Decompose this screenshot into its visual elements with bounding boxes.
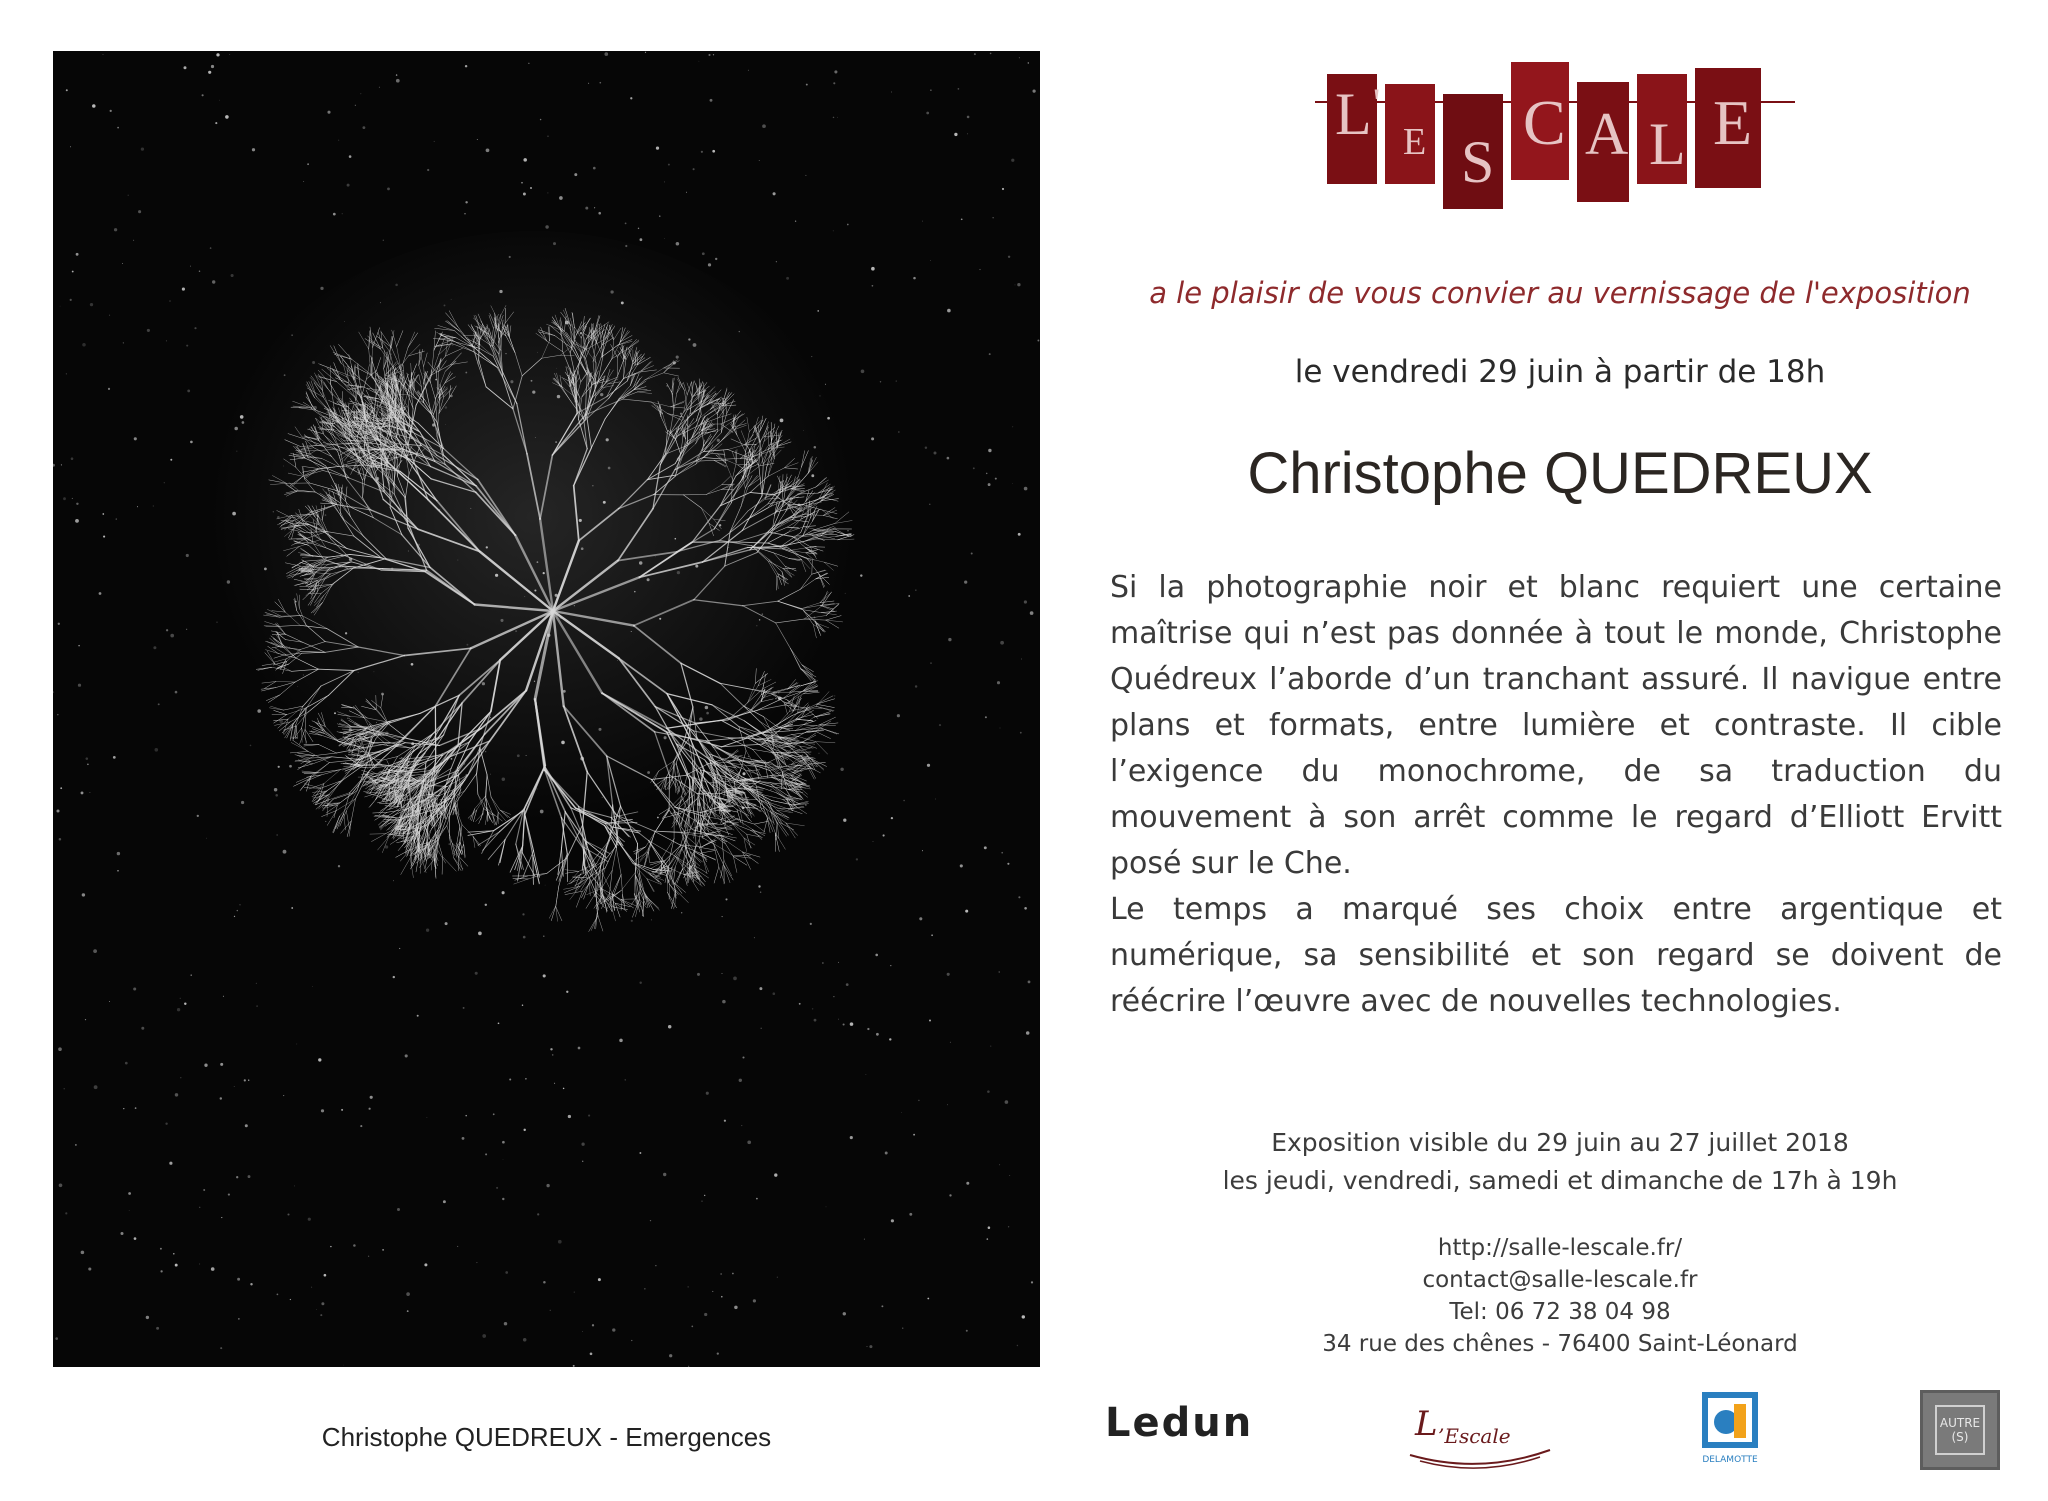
website-link[interactable]: http://salle-lescale.fr/ (1437, 1235, 1683, 1261)
bio-paragraph-1: Si la photographie noir et blanc requiert une certaine maîtrise qui n’est pas donnée à tout le monde, Christophe Quédreux l’aborde d’un tranchant assuré. Il navigue entre plans et formats, entre lumière et contraste. Il cible l’exigence du monochrome, de sa traduction du mouvement à son arrêt comme le regard d’Elliott Ervitt posé sur le Che. (1110, 570, 2002, 881)
exhibition-dates: Exposition visible du 29 juin au 27 juillet 2018 (1271, 1128, 1849, 1157)
photo-caption: Christophe QUEDREUX - Emergences (321, 1422, 772, 1452)
escale-small-logo (1400, 1385, 1560, 1475)
email-link[interactable]: contact@salle-lescale.fr (1422, 1267, 1698, 1293)
delamotte-text: DELAMOTTE (1702, 1455, 1758, 1465)
delamotte-logo (1700, 1390, 1760, 1470)
tree-photo-graphic (53, 51, 1040, 1367)
autre-label: AUTRE (1939, 1416, 1981, 1430)
lescale-logo (1315, 54, 1795, 224)
ledun-logo: Ledun (1105, 1400, 1254, 1446)
invitation-line: a le plaisir de vous convier au vernissage de l'exposition (1149, 276, 1971, 310)
vernissage-date: le vendredi 29 juin à partir de 18h (1294, 354, 1826, 390)
contact-block (1080, 1232, 2040, 1360)
autre-suffix: (S) (1951, 1430, 1969, 1444)
artist-bio (1110, 565, 2002, 1025)
exhibition-photo (53, 51, 1040, 1367)
artist-name: Christophe QUEDREUX (1247, 441, 1873, 506)
exhibition-hours: les jeudi, vendredi, samedi et dimanche de 17h à 19h (1222, 1166, 1898, 1195)
address: 34 rue des chênes - 76400 Saint-Léonard (1322, 1331, 1798, 1357)
exhibition-info (1080, 1124, 2040, 1200)
phone-number: Tel: 06 72 38 04 98 (1449, 1299, 1671, 1325)
bio-paragraph-2: Le temps a marqué ses choix entre argentique et numérique, sa sensibilité et son regard se doivent de réécrire l’œuvre avec de nouvelles technologies. (1110, 892, 2002, 1019)
autre-logo (1920, 1390, 2000, 1470)
